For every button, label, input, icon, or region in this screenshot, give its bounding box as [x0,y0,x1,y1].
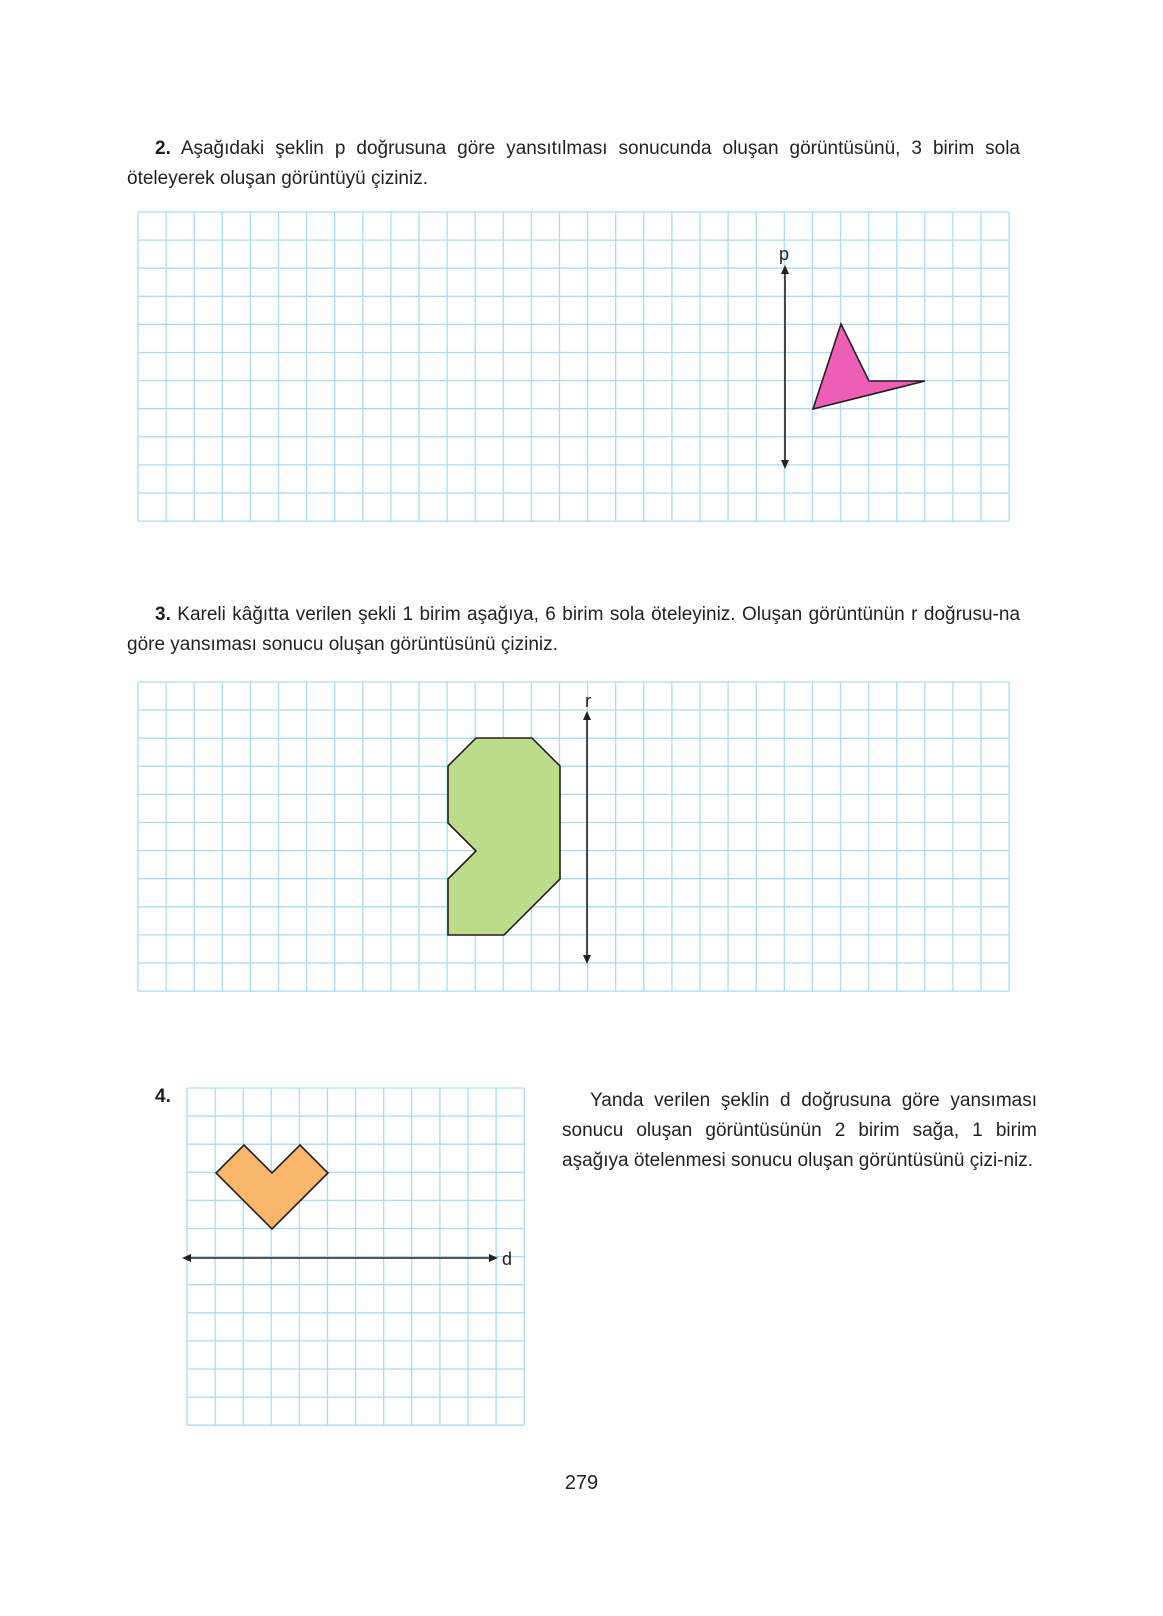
question-3-grid [138,682,1009,993]
grid-lines [138,212,1009,521]
question-4-body: Yanda verilen şeklin d doğrusuna göre yansıması sonucu oluşan görüntüsünün 2 birim sağa, 1 birim aşağıya ötelenmesi sonucu oluşan görüntüsünü çizi-niz. [562,1090,1037,1171]
question-4-text [562,1086,1037,1176]
line-d [182,1254,498,1262]
grid-lines [138,682,1009,991]
line-d-label: d [502,1249,513,1269]
question-4-grid [187,1088,527,1428]
question-4-number: 4. [155,1086,171,1107]
page-number: 279 [564,1472,599,1494]
question-3-number: 3. [155,604,171,625]
grid-lines [187,1088,524,1425]
bean-shape [448,738,560,935]
line-r [583,711,591,964]
question-2-text [127,134,1020,194]
question-2-body: Aşağıdaki şeklin p doğrusuna göre yansıtılması sonucunda oluşan görüntüsünü, 3 birim sola öteleyerek oluşan görüntüyü çiziniz. [127,138,1020,189]
question-3-text [127,600,1020,660]
question-3-body: Kareli kâğıtta verilen şekli 1 birim aşağıya, 6 birim sola öteleyiniz. Oluşan görüntünün r doğrusu-na göre yansıması sonucu oluşan görüntüsünü çiziniz. [127,604,1021,655]
line-p-label: p [779,244,790,264]
heart-shape [216,1145,328,1229]
line-r-label: r [585,691,591,711]
line-p [781,265,789,469]
question-2-number: 2. [155,138,171,159]
question-2-grid [138,212,1009,523]
